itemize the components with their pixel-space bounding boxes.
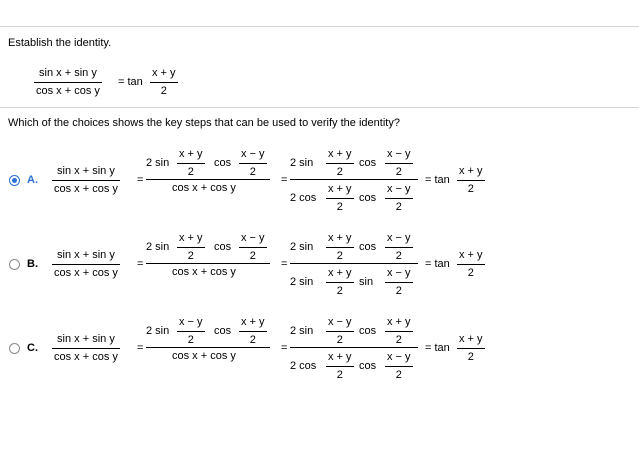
step1-arg-a-numerator: x − y	[177, 316, 205, 332]
step1-arg-a	[177, 232, 205, 263]
step1-arg-b-denominator: 2	[249, 334, 256, 346]
step2-bottom-arg-b-denominator: 2	[395, 369, 402, 381]
step2-top-arg-a-numerator: x − y	[326, 316, 354, 332]
identity-eq-tan: = tan	[118, 76, 143, 88]
step2-top-fn: cos	[359, 241, 377, 253]
step1-fn: cos	[214, 325, 232, 337]
step1-arg-b-numerator: x − y	[239, 232, 267, 248]
step2-bottom-arg-a-denominator: 2	[336, 285, 343, 297]
step1-arg-b-denominator: 2	[249, 166, 256, 178]
step2-bottom-arg-b	[385, 183, 413, 214]
step1-arg-a-denominator: 2	[187, 250, 194, 262]
step2-top-arg-a-denominator: 2	[336, 250, 343, 262]
step1-fraction	[146, 147, 268, 195]
step1-denominator: cos x + cos y	[172, 350, 236, 362]
step1-arg-a	[177, 316, 205, 347]
equals-sign: =	[281, 174, 288, 186]
step2-top-fn: cos	[359, 325, 377, 337]
step1-main-bar	[146, 347, 270, 348]
option-letter[interactable]: C.	[27, 342, 38, 354]
step1-coef: 2 sin	[146, 157, 170, 169]
step2-top-arg-b-denominator: 2	[395, 334, 402, 346]
step2-bottom-coef: 2 cos	[290, 192, 317, 204]
final-eq-tan: = tan	[425, 342, 450, 354]
equals-sign: =	[137, 342, 144, 354]
equals-sign: =	[137, 258, 144, 270]
step2-bottom-arg-b-numerator: x − y	[385, 267, 413, 283]
step2-bottom-arg-b-denominator: 2	[395, 201, 402, 213]
step1-arg-b-numerator: x + y	[239, 316, 267, 332]
step1-coef: 2 sin	[146, 325, 170, 337]
step2-top-arg-a	[326, 148, 354, 179]
option-radio[interactable]	[9, 343, 20, 354]
top-divider	[0, 26, 639, 27]
step2-bottom-fn: sin	[359, 276, 374, 288]
step2-top-arg-b-numerator: x − y	[385, 148, 413, 164]
step2-top-fn: cos	[359, 157, 377, 169]
step2-top-arg-a-numerator: x + y	[326, 148, 354, 164]
step2-top-arg-a	[326, 232, 354, 263]
identity-rhs-denominator: 2	[160, 85, 167, 97]
mid-divider	[0, 107, 639, 108]
step2-top-arg-b	[385, 316, 413, 347]
step1-arg-b	[239, 232, 267, 263]
step1-arg-b-numerator: x − y	[239, 148, 267, 164]
final-fraction-denominator: 2	[467, 183, 474, 195]
step2-top-arg-b-numerator: x − y	[385, 232, 413, 248]
step2-top-coef: 2 sin	[290, 325, 314, 337]
step2-bottom-fn: cos	[359, 360, 377, 372]
step2-top-coef: 2 sin	[290, 157, 314, 169]
step2-bottom-arg-a-numerator: x + y	[326, 183, 354, 199]
final-fraction-numerator: x + y	[457, 333, 485, 349]
step2-main-bar	[290, 347, 418, 348]
option-lhs-fraction-numerator: sin x + sin y	[52, 333, 120, 349]
step1-denominator: cos x + cos y	[172, 266, 236, 278]
option-lhs-fraction-numerator: sin x + sin y	[52, 249, 120, 265]
step2-bottom-arg-b	[385, 267, 413, 298]
final-eq-tan: = tan	[425, 174, 450, 186]
final-fraction	[457, 249, 485, 280]
final-eq-tan: = tan	[425, 258, 450, 270]
step2-fraction	[290, 315, 420, 385]
option-lhs-fraction	[52, 249, 120, 280]
final-fraction-numerator: x + y	[457, 249, 485, 265]
option-radio[interactable]	[9, 175, 20, 186]
step2-bottom-arg-a-denominator: 2	[336, 201, 343, 213]
step2-bottom-arg-a-numerator: x + y	[326, 351, 354, 367]
step1-fraction	[146, 231, 268, 279]
step2-bottom-arg-a-numerator: x + y	[326, 267, 354, 283]
step1-coef: 2 sin	[146, 241, 170, 253]
option-lhs-fraction	[52, 165, 120, 196]
final-fraction	[457, 165, 485, 196]
final-fraction-numerator: x + y	[457, 165, 485, 181]
identity-lhs-denominator: cos x + cos y	[36, 85, 100, 97]
step2-bottom-coef: 2 sin	[290, 276, 314, 288]
step1-fn: cos	[214, 241, 232, 253]
identity-lhs-fraction	[34, 67, 102, 98]
step1-arg-b	[239, 148, 267, 179]
step2-main-bar	[290, 179, 418, 180]
step2-top-arg-a	[326, 316, 354, 347]
option-lhs-fraction	[52, 333, 120, 364]
step2-bottom-arg-b-numerator: x − y	[385, 183, 413, 199]
identity-rhs-fraction	[150, 67, 178, 98]
equals-sign: =	[281, 342, 288, 354]
step2-bottom-arg-b-denominator: 2	[395, 285, 402, 297]
step1-main-bar	[146, 263, 270, 264]
step1-arg-b	[239, 316, 267, 347]
step2-bottom-arg-b-numerator: x − y	[385, 351, 413, 367]
step1-fn: cos	[214, 157, 232, 169]
step2-top-arg-b	[385, 148, 413, 179]
step2-top-arg-b-denominator: 2	[395, 166, 402, 178]
final-fraction-denominator: 2	[467, 351, 474, 363]
equals-sign: =	[137, 174, 144, 186]
step2-bottom-arg-a	[326, 183, 354, 214]
step2-bottom-arg-a	[326, 267, 354, 298]
step1-denominator: cos x + cos y	[172, 182, 236, 194]
step2-bottom-arg-b	[385, 351, 413, 382]
step2-bottom-arg-a	[326, 351, 354, 382]
option-lhs-fraction-denominator: cos x + cos y	[54, 183, 118, 195]
step2-fraction	[290, 231, 420, 301]
step1-arg-a-denominator: 2	[187, 334, 194, 346]
option-radio[interactable]	[9, 259, 20, 270]
step2-top-coef: 2 sin	[290, 241, 314, 253]
step2-bottom-fn: cos	[359, 192, 377, 204]
step1-main-bar	[146, 179, 270, 180]
step2-bottom-coef: 2 cos	[290, 360, 317, 372]
step2-top-arg-a-numerator: x + y	[326, 232, 354, 248]
step1-fraction	[146, 315, 268, 363]
step2-top-arg-a-denominator: 2	[336, 166, 343, 178]
step1-arg-b-denominator: 2	[249, 250, 256, 262]
question-text: Which of the choices shows the key steps that can be used to verify the identity?	[8, 117, 400, 129]
identity-lhs-numerator: sin x + sin y	[34, 67, 102, 83]
step2-bottom-arg-a-denominator: 2	[336, 369, 343, 381]
step2-fraction	[290, 147, 420, 217]
step1-arg-a-numerator: x + y	[177, 232, 205, 248]
identity-rhs-numerator: x + y	[150, 67, 178, 83]
step2-top-arg-b-numerator: x + y	[385, 316, 413, 332]
option-lhs-fraction-denominator: cos x + cos y	[54, 351, 118, 363]
final-fraction-denominator: 2	[467, 267, 474, 279]
option-lhs-fraction-denominator: cos x + cos y	[54, 267, 118, 279]
step1-arg-a	[177, 148, 205, 179]
step2-top-arg-b	[385, 232, 413, 263]
option-letter[interactable]: A.	[27, 174, 38, 186]
step2-main-bar	[290, 263, 418, 264]
step2-top-arg-a-denominator: 2	[336, 334, 343, 346]
step1-arg-a-numerator: x + y	[177, 148, 205, 164]
step1-arg-a-denominator: 2	[187, 166, 194, 178]
final-fraction	[457, 333, 485, 364]
option-letter[interactable]: B.	[27, 258, 38, 270]
equals-sign: =	[281, 258, 288, 270]
option-lhs-fraction-numerator: sin x + sin y	[52, 165, 120, 181]
step2-top-arg-b-denominator: 2	[395, 250, 402, 262]
prompt-text: Establish the identity.	[8, 37, 112, 49]
